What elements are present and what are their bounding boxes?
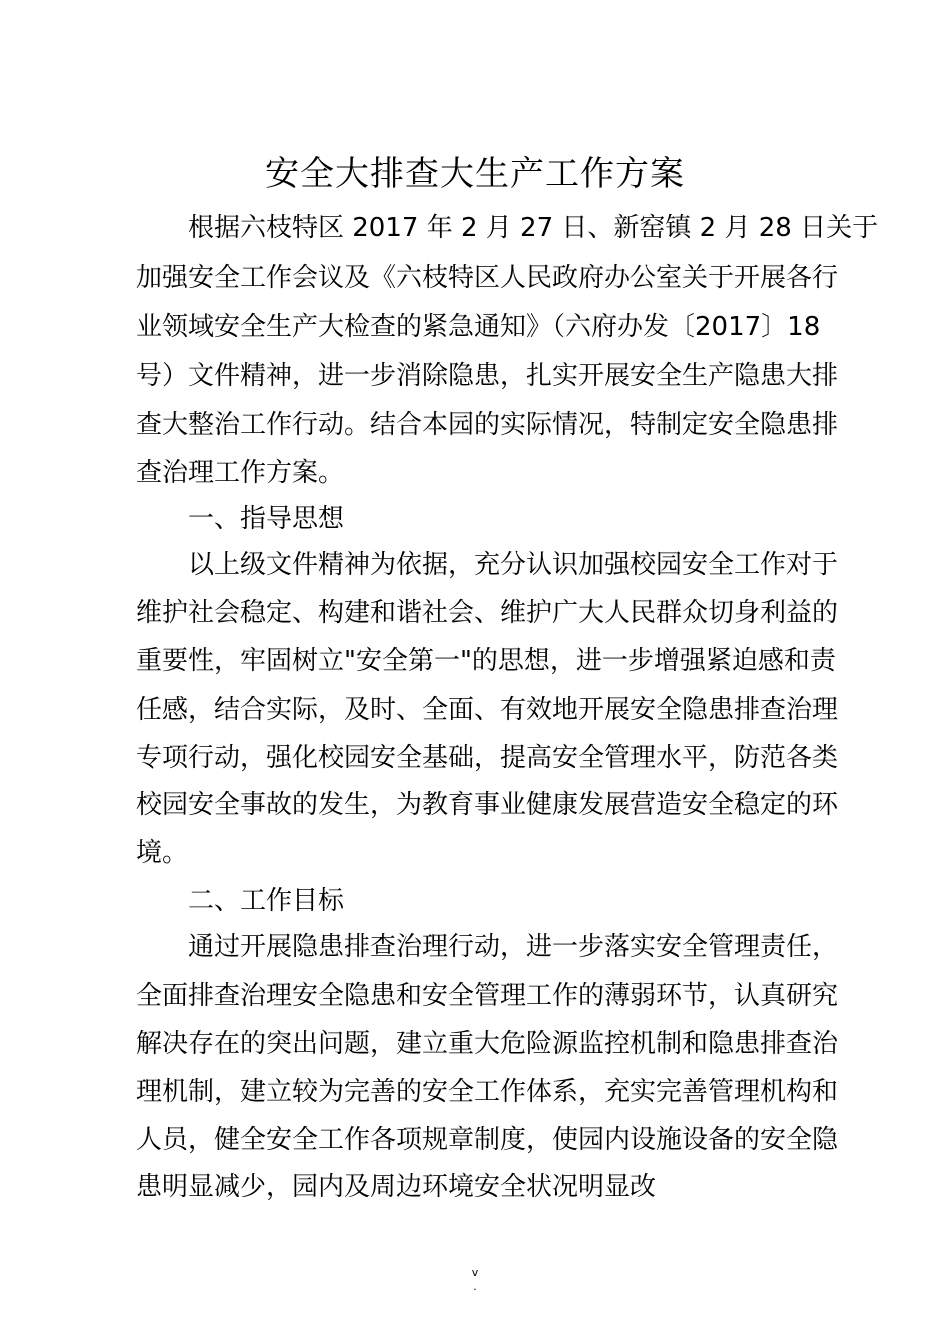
paragraph-2-line-2: 维护社会稳定、构建和谐社会、维护广大人民群众切身利益的 xyxy=(136,598,839,628)
paragraph-1-line-5: 查大整治工作行动。结合本园的实际情况，特制定安全隐患排 xyxy=(136,410,839,440)
section-heading-work-goals: 二、工作目标 xyxy=(188,886,345,916)
paragraph-2-line-4: 任感，结合实际，及时、全面、有效地开展安全隐患排查治理 xyxy=(136,695,839,725)
paragraph-1-line-3: 业领域安全生产大检查的紧急通知》（六府办发〔2017〕18 xyxy=(136,312,821,342)
paragraph-3-line-4: 理机制，建立较为完善的安全工作体系，充实完善管理机构和 xyxy=(136,1077,839,1107)
paragraph-2-line-6: 校园安全事故的发生，为教育事业健康发展营造安全稳定的环 xyxy=(136,790,839,820)
paragraph-1-line-2: 加强安全工作会议及《六枝特区人民政府办公室关于开展各行 xyxy=(136,263,839,293)
paragraph-2-line-5: 专项行动，强化校园安全基础，提高安全管理水平，防范各类 xyxy=(136,743,839,773)
paragraph-1-line-6: 查治理工作方案。 xyxy=(136,458,345,488)
document-title: 安全大排查大生产工作方案 xyxy=(265,154,685,194)
paragraph-2-line-3: 重要性，牢固树立"安全第一"的思想，进一步增强紧迫感和责 xyxy=(136,646,836,676)
footer-mark: v xyxy=(471,1266,479,1279)
paragraph-3-line-2: 全面排查治理安全隐患和安全管理工作的薄弱环节，认真研究 xyxy=(136,981,839,1011)
paragraph-2-line-7: 境。 xyxy=(136,838,189,868)
paragraph-3-line-1: 通过开展隐患排查治理行动，进一步落实安全管理责任， xyxy=(188,932,839,962)
paragraph-3-line-3: 解决存在的突出问题，建立重大危险源监控机制和隐患排查治 xyxy=(136,1029,839,1059)
paragraph-1-line-1: 根据六枝特区 2017 年 2 月 27 日、新窑镇 2 月 28 日关于 xyxy=(188,213,879,243)
paragraph-3-line-6: 患明显减少，园内及周边环境安全状况明显改 xyxy=(136,1172,657,1202)
section-heading-guiding-principle: 一、指导思想 xyxy=(188,504,345,534)
footer-dot: . xyxy=(473,1280,477,1293)
paragraph-3-line-5: 人员，健全安全工作各项规章制度，使园内设施设备的安全隐 xyxy=(136,1125,839,1155)
paragraph-1-line-4: 号）文件精神，进一步消除隐患，扎实开展安全生产隐患大排 xyxy=(136,361,839,391)
paragraph-2-line-1: 以上级文件精神为依据，充分认识加强校园安全工作对于 xyxy=(188,550,839,580)
